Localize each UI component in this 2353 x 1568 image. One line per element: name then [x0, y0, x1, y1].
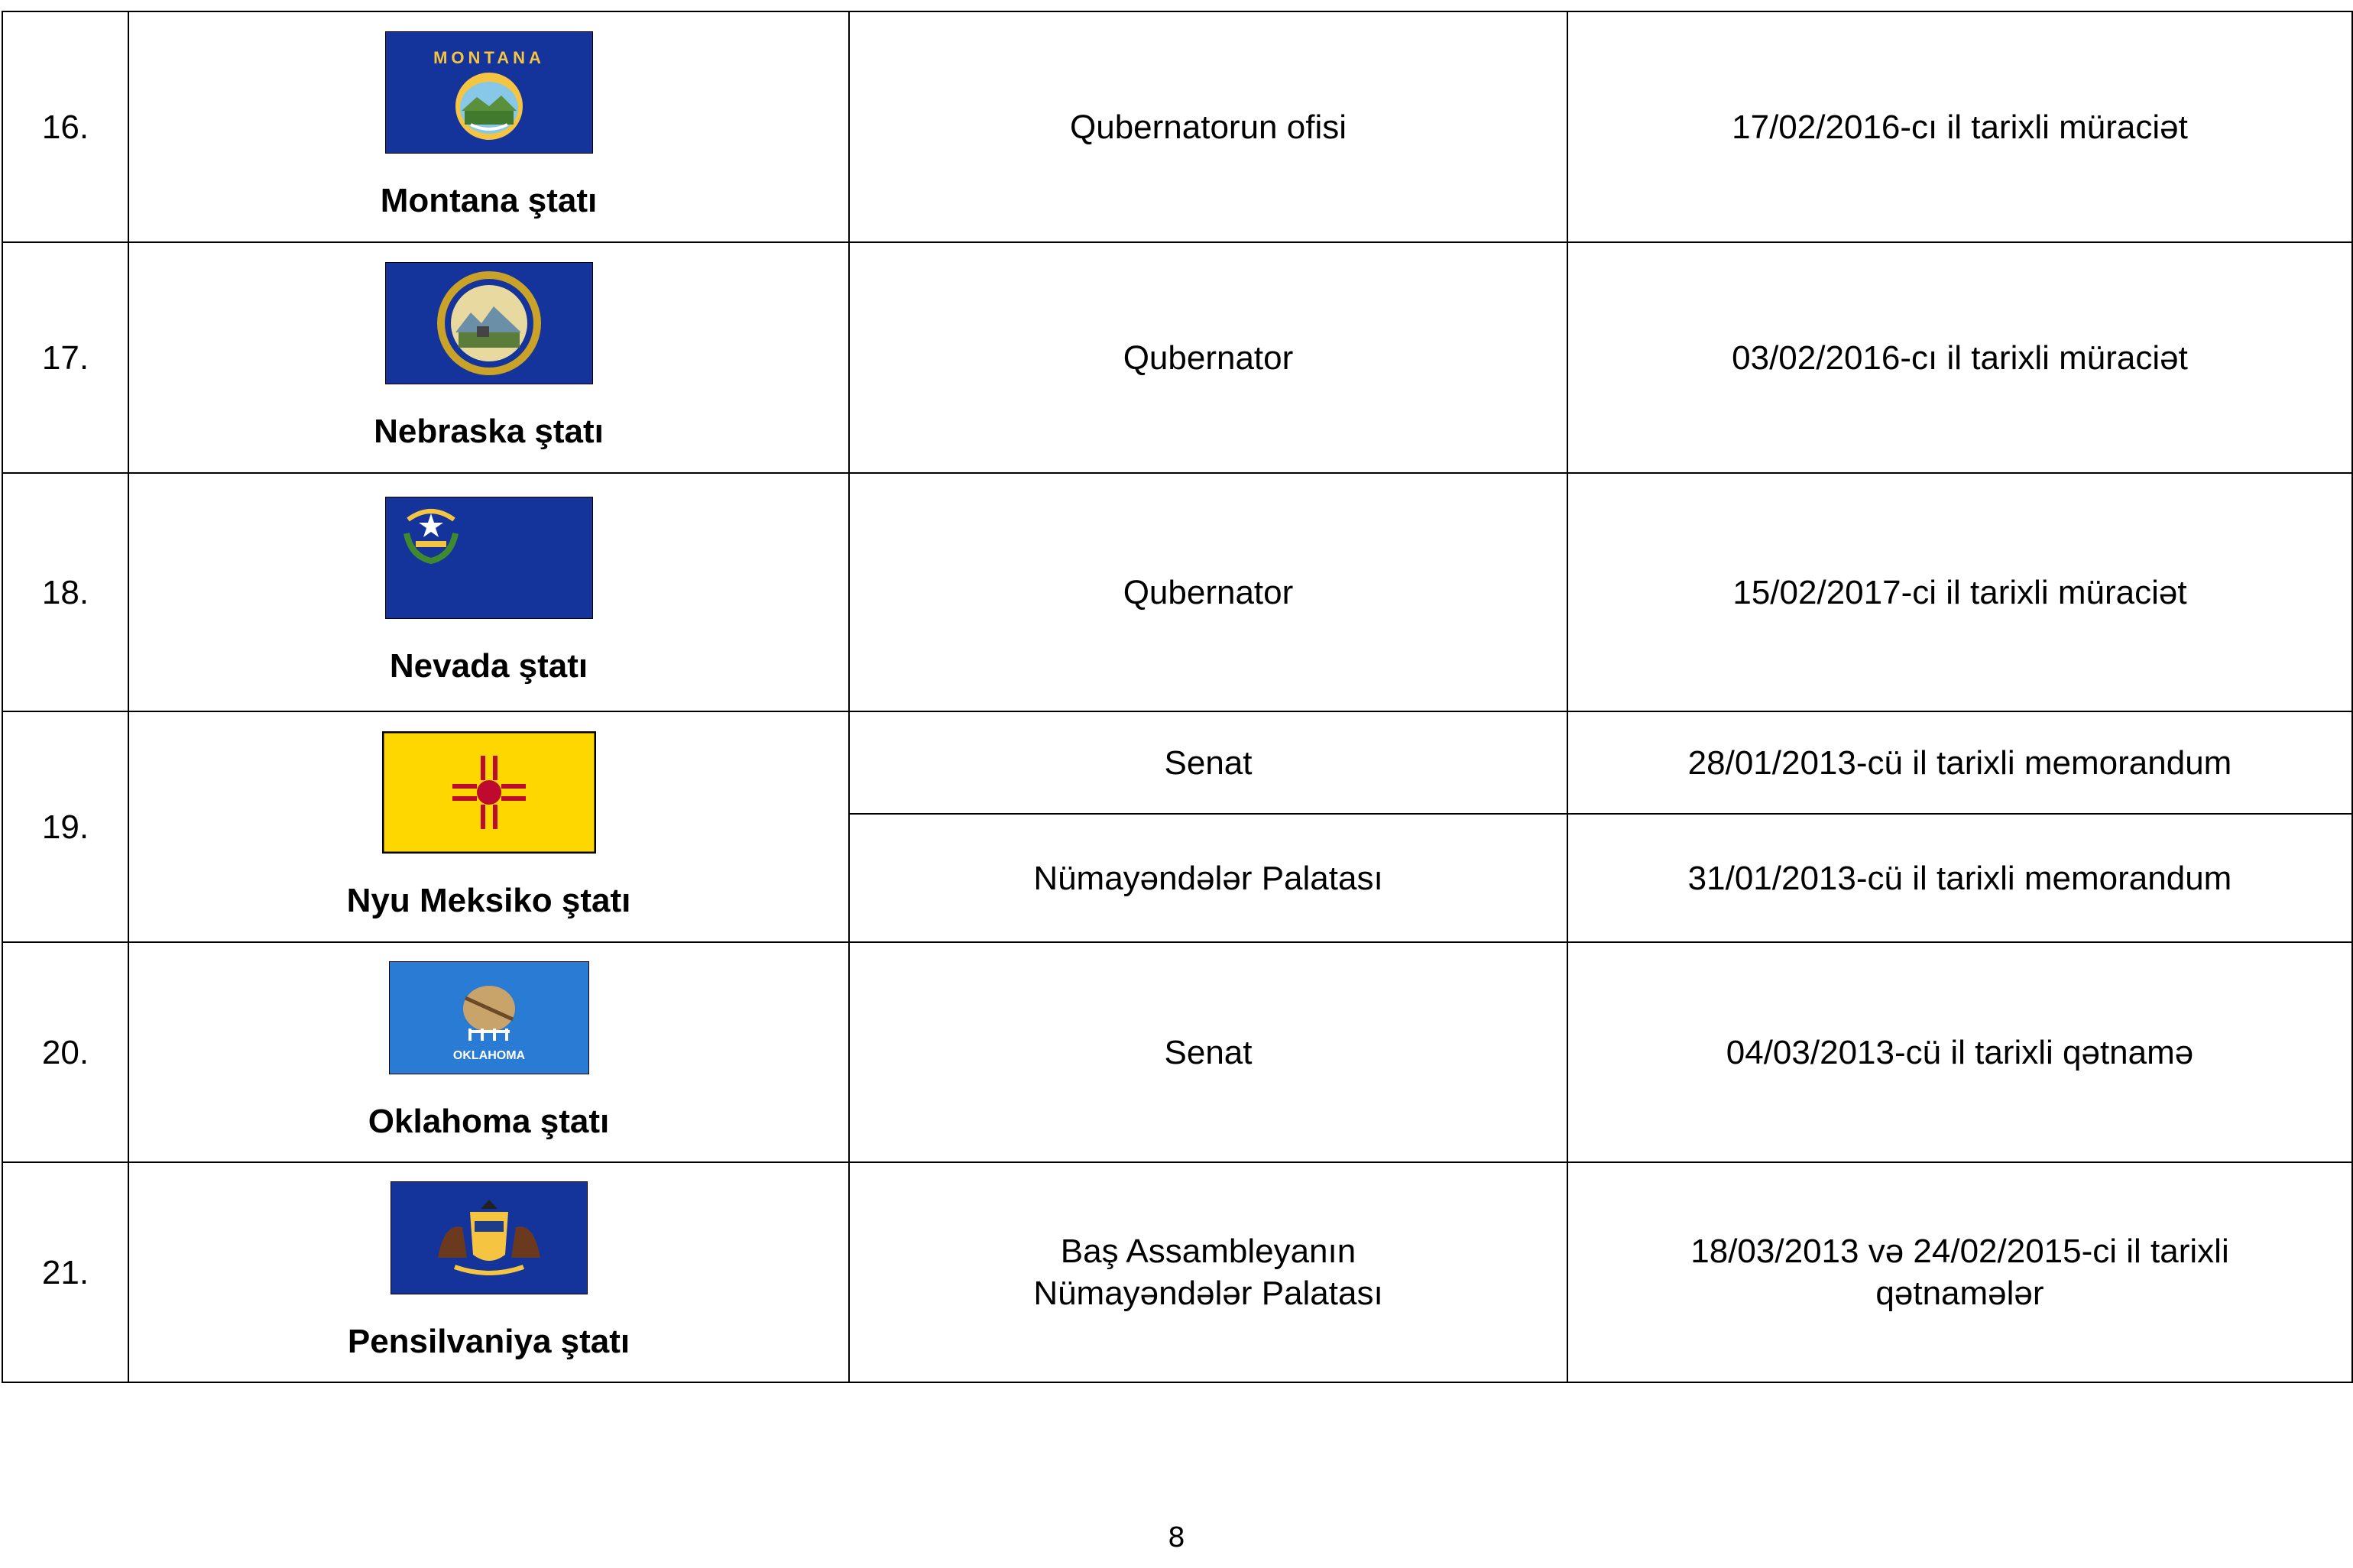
nevada-flag-icon — [385, 497, 593, 619]
document-cell: 15/02/2017-ci il tarixli müraciət — [1567, 473, 2352, 711]
flag-lettering: OKLAHOMA — [452, 1048, 525, 1062]
table-row — [2, 242, 2352, 473]
row-number: 19. — [2, 711, 128, 942]
table-row — [2, 473, 2352, 711]
document-cell: 28/01/2013-cü il tarixli memorandum — [1567, 711, 2352, 814]
body-cell: Qubernatorun ofisi — [849, 11, 1567, 242]
montana-flag-icon — [385, 31, 593, 154]
state-name: Oklahoma ştatı — [368, 1102, 610, 1140]
state-cell — [128, 242, 849, 473]
oklahoma-flag-icon — [389, 961, 589, 1074]
row-number: 17. — [2, 242, 128, 473]
state-name: Pensilvaniya ştatı — [347, 1322, 630, 1360]
document-cell: 18/03/2013 və 24/02/2015-ci il tarixli qətnamələr — [1567, 1162, 2352, 1382]
states-table — [2, 11, 2353, 1383]
state-name: Nevada ştatı — [389, 646, 588, 685]
nebraska-flag-icon — [385, 262, 593, 384]
body-cell: Qubernator — [849, 242, 1567, 473]
page-number: 8 — [1168, 1522, 1185, 1553]
row-number: 18. — [2, 473, 128, 711]
body-cell: Baş Assambleyanın Nümayəndələr Palatası — [849, 1162, 1567, 1382]
state-cell — [128, 473, 849, 711]
table-row — [2, 942, 2352, 1162]
body-cell: Senat — [849, 711, 1567, 814]
document-cell: 04/03/2013-cü il tarixli qətnamə — [1567, 942, 2352, 1162]
state-name: Nebraska ştatı — [374, 412, 604, 450]
new-mexico-flag-icon — [382, 731, 596, 854]
state-name: Nyu Meksiko ştatı — [346, 881, 631, 919]
document-cell: 17/02/2016-cı il tarixli müraciət — [1567, 11, 2352, 242]
state-cell — [128, 11, 849, 242]
state-cell — [128, 711, 849, 942]
table-row — [2, 11, 2352, 242]
table-row — [2, 711, 2352, 814]
row-number: 21. — [2, 1162, 128, 1382]
state-cell — [128, 942, 849, 1162]
body-cell: Senat — [849, 942, 1567, 1162]
table-row — [2, 1162, 2352, 1382]
state-name: Montana ştatı — [380, 181, 598, 219]
pennsylvania-flag-icon — [391, 1181, 588, 1294]
row-number: 16. — [2, 11, 128, 242]
document-cell: 03/02/2016-cı il tarixli müraciət — [1567, 242, 2352, 473]
state-cell — [128, 1162, 849, 1382]
body-cell: Qubernator — [849, 473, 1567, 711]
flag-lettering: MONTANA — [433, 47, 545, 67]
body-cell: Nümayəndələr Palatası — [849, 814, 1567, 942]
document-cell: 31/01/2013-cü il tarixli memorandum — [1567, 814, 2352, 942]
row-number: 20. — [2, 942, 128, 1162]
